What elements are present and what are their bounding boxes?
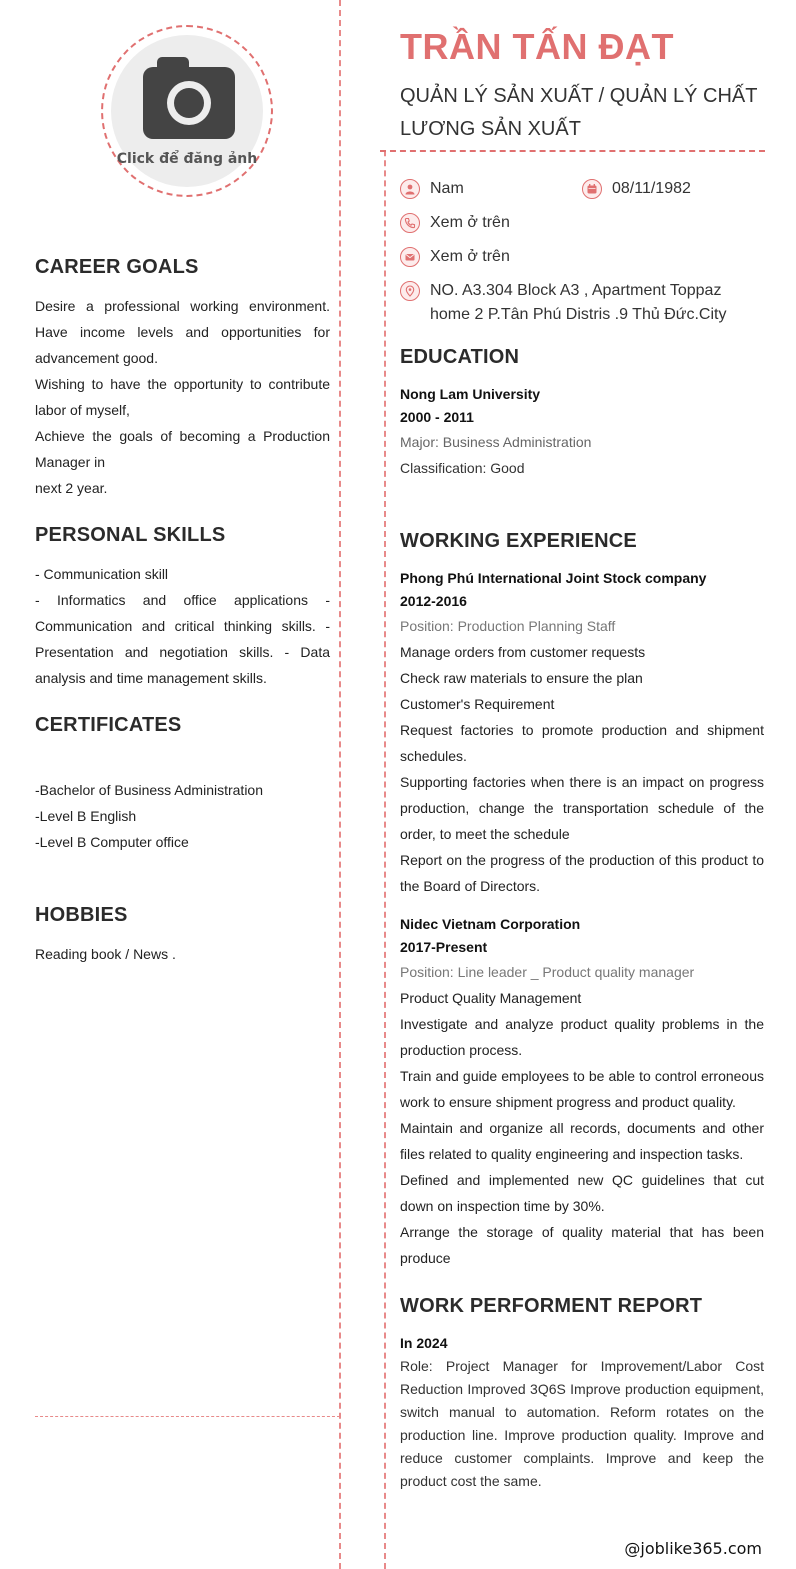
phone-row [400,211,510,235]
job-title: QUẢN LÝ SẢN XUẤT / QUẢN LÝ CHẤT LƯƠNG SẢN XUẤT [400,85,758,140]
address-row [400,279,764,327]
camera-icon [143,57,235,139]
job-duty: Arrange the storage of quality material that has been produce [400,1224,764,1266]
avatar[interactable] [111,35,263,187]
hobbies-section [35,904,330,967]
job-position: Position: Line leader _ Product quality manager [400,964,695,980]
gender-row [400,177,464,201]
report-title: WORK PERFORMENT REPORT [400,1295,703,1317]
job-duty: Manage orders from customer requests [400,644,646,660]
education-classification: Classification: Good [400,460,525,476]
school-name: Nong Lam University [400,386,541,402]
left-bottom-divider [35,1416,340,1417]
certificate-item: -Level B Computer office [35,834,189,850]
photo-caption: Click để đăng ảnh [116,151,258,167]
certificates-title: CERTIFICATES [35,714,182,736]
job-period: 2017-Present [400,939,488,955]
job-duty: Defined and implemented new QC guidelines that cut down on inspection time by 30%. [400,1172,764,1214]
gender-value: Nam [430,180,464,197]
report-section [400,1295,764,1493]
certificates-section [35,714,330,855]
experience-title: WORKING EXPERIENCE [400,530,637,552]
career-goal-line: Desire a professional working environment. Have income levels and opportunities for advancement good. [35,298,330,366]
mail-icon [400,247,420,267]
report-year: In 2024 [400,1335,448,1351]
report-body: Role: Project Manager for Improvement/Labor Cost Reduction Improved 3Q6S Improve production equipment, switch manual to automation. Reform rotates on the production line. Improve production quality. Improve and reduce customer complaints. Improve and keep the product cost the same. [400,1358,764,1489]
job-entry [400,913,764,1271]
job-duty: Maintain and organize all records, documents and other files related to quality engineering and inspection tasks. [400,1120,764,1162]
avatar-upload[interactable] [101,25,273,197]
birthday-value: 08/11/1982 [612,180,691,197]
hobbies-title: HOBBIES [35,904,128,926]
candidate-name: TRẦN TẤN ĐẠT [400,26,674,67]
career-goal-line: Achieve the goals of becoming a Production Manager in [35,428,330,470]
personal-skills-title: PERSONAL SKILLS [35,524,226,546]
header-divider [380,150,765,152]
job-company: Nidec Vietnam Corporation [400,916,581,932]
footer-brand: @joblike365.com [624,1539,762,1558]
user-icon [400,179,420,199]
job-company: Phong Phú International Joint Stock company [400,570,707,586]
career-goal-line: Wishing to have the opportunity to contribute labor of myself, [35,376,330,418]
email-value: Xem ở trên [430,248,510,265]
phone-value: Xem ở trên [430,214,510,231]
job-duty: Check raw materials to ensure the plan [400,670,643,686]
right-column-divider [384,0,386,1569]
phone-icon [400,213,420,233]
education-years: 2000 - 2011 [400,409,474,425]
education-section [400,346,764,481]
skill-line: - Communication skill [35,566,169,582]
job-duty: Train and guide employees to be able to control erroneous work to ensure shipment progress and product quality. [400,1068,764,1110]
job-duty: Supporting factories when there is an impact on progress production, change the transportation schedule of the order, to meet the schedule [400,774,764,842]
job-entry [400,567,764,899]
job-duty: Report on the progress of the production of this product to the Board of Directors. [400,852,764,894]
career-goals-section [35,256,330,501]
email-row [400,245,510,269]
career-goals-title: CAREER GOALS [35,256,199,278]
hobbies-text: Reading book / News . [35,946,176,962]
job-duty: Customer's Requirement [400,696,555,712]
certificate-item: -Level B English [35,808,137,824]
birthday-row [582,177,691,201]
personal-skills-section [35,524,330,691]
skill-line: - Informatics and office applications - Communication and critical thinking skills. - Presentation and negotiation skills. - Data analysis and time management skills. [35,592,330,686]
job-duty: Product Quality Management [400,990,582,1006]
education-title: EDUCATION [400,346,520,368]
left-column-divider [339,0,341,1569]
experience-section [400,530,764,1271]
job-period: 2012-2016 [400,593,467,609]
address-value: NO. A3.304 Block A3 , Apartment Toppaz home 2 P.Tân Phú Distris .9 Thủ Đức.City [430,282,727,323]
job-position: Position: Production Planning Staff [400,618,616,634]
career-goal-line: next 2 year. [35,480,108,496]
job-duty: Request factories to promote production and shipment schedules. [400,722,764,764]
certificate-item: -Bachelor of Business Administration [35,782,263,798]
job-duty: Investigate and analyze product quality problems in the production process. [400,1016,764,1058]
calendar-icon [582,179,602,199]
location-pin-icon [400,281,420,301]
education-major: Major: Business Administration [400,434,592,450]
